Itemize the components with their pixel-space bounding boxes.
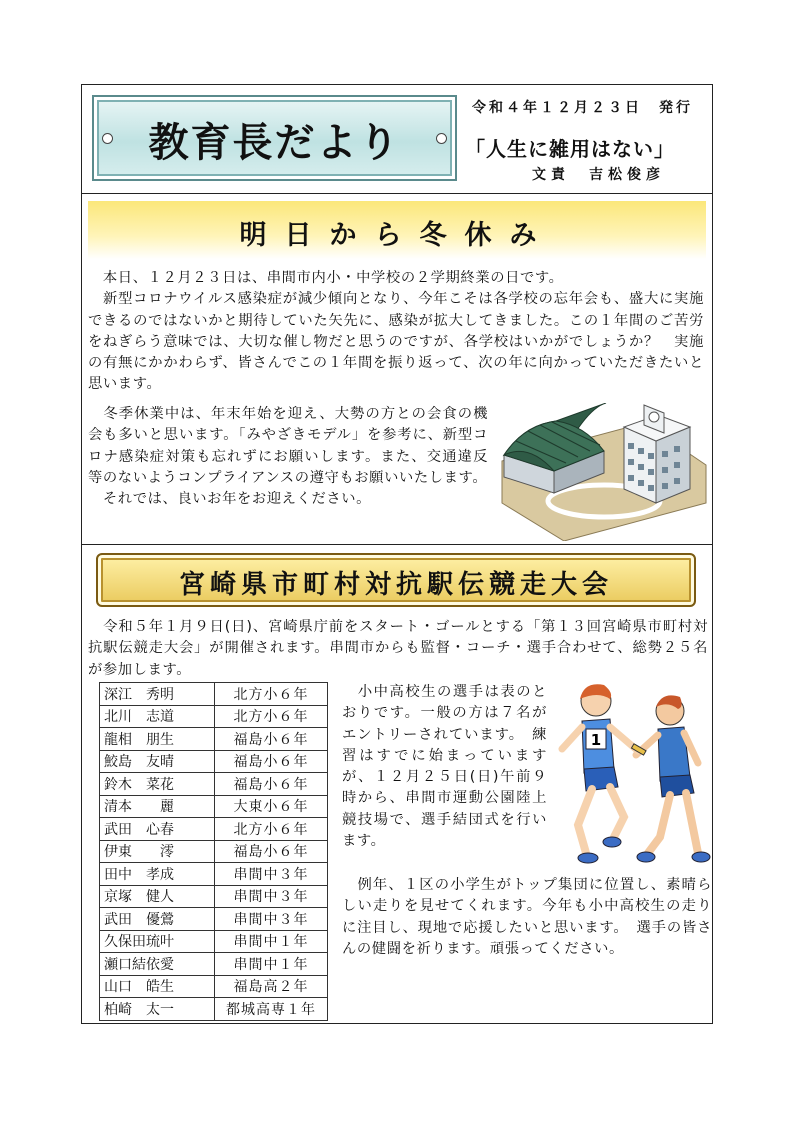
table-row <box>100 908 328 931</box>
divider <box>82 193 712 194</box>
runner-name: 鈴木 菜花 <box>100 773 215 796</box>
section2-closing: 例年、１区の小学生がトップ集団に位置し、素晴らしい走りを見せてくれます。今年も小中高校生の走りに注目し、現地で応援したいと思います。 選手の皆さんの健闘を祈ります。頑張ってください。 <box>342 877 712 957</box>
table-row <box>100 975 328 998</box>
runner-school: 北方小６年 <box>215 683 328 706</box>
section1-body-wrap <box>88 404 488 510</box>
runner-name: 武田 心春 <box>100 818 215 841</box>
runner-school: 福島小６年 <box>215 728 328 751</box>
table-row <box>100 728 328 751</box>
runner-school: 福島小６年 <box>215 773 328 796</box>
table-row <box>100 705 328 728</box>
runner-school: 串間中３年 <box>215 885 328 908</box>
bib-number: 1 <box>590 731 602 749</box>
newsletter-title: 教育長だより <box>148 120 401 166</box>
paragraph: それでは、良いお年をお迎えください。 <box>88 491 372 508</box>
table-row <box>100 953 328 976</box>
runner-roster-table <box>99 682 328 1021</box>
table-row <box>100 818 328 841</box>
divider <box>82 544 712 545</box>
runner-name: 山口 皓生 <box>100 975 215 998</box>
theme-quote: 「人生に雑用はない」 <box>465 137 675 161</box>
runner-school: 串間中１年 <box>215 953 328 976</box>
paragraph: 冬季休業中は、年末年始を迎え、大勢の方との会食の機会も多いと思います。「みやざきモデル」を参考に、新型コロナ感染症対策も忘れずにお願いします。また、交通違反等のないようコンプライアンスの遵守もお願いいたします。 <box>88 406 488 486</box>
runner-school: 串間中３年 <box>215 908 328 931</box>
table-row <box>100 885 328 908</box>
table-row <box>100 863 328 886</box>
runner-school: 串間中３年 <box>215 863 328 886</box>
paragraph: 新型コロナウイルス感染症が減少傾向となり、今年こそは各学校の忘年会も、盛大に実施できるのではないかと期待していた矢先に、感染が拡大してきました。この１年間のご苦労をねぎらう意味では、大切な催し物だと思うのですが、各学校はいかがでしょうか？ 実施の有無にかかわらず、皆さんでこの１年間を振り返って、次の年に向かっていただきたいと思います。 <box>88 291 704 393</box>
section1-body <box>88 268 704 396</box>
runner-school: 福島小６年 <box>215 840 328 863</box>
school-building-icon <box>494 403 710 541</box>
title-plate <box>92 95 457 181</box>
table-row <box>100 750 328 773</box>
runner-school: 串間中１年 <box>215 930 328 953</box>
runner-school: 福島高２年 <box>215 975 328 998</box>
section1-heading: 明日から冬休み <box>239 220 555 251</box>
runner-name: 清本 麗 <box>100 795 215 818</box>
section2-heading: 宮崎県市町村対抗駅伝競走大会 <box>178 570 613 600</box>
runner-name: 龍相 朋生 <box>100 728 215 751</box>
relay-runners-icon <box>552 677 712 877</box>
section2-intro: 令和５年１月９日(日)、宮崎県庁前をスタート・ゴールとする「第１３回宮崎県市町村対抗駅伝競走大会」が開催されます。串間市からも監督・コーチ・選手合わせて、総勢２５名が参加します。 <box>88 619 708 678</box>
section2-banner <box>96 553 696 607</box>
table-row <box>100 930 328 953</box>
runner-name: 柏崎 太一 <box>100 998 215 1021</box>
table-row <box>100 840 328 863</box>
runner-name: 武田 優鶯 <box>100 908 215 931</box>
runner-school: 北方小６年 <box>215 705 328 728</box>
runner-school: 北方小６年 <box>215 818 328 841</box>
runner-school: 福島小６年 <box>215 750 328 773</box>
author-credit: 文責 吉松俊彦 <box>532 167 665 183</box>
runner-name: 伊東 澪 <box>100 840 215 863</box>
runner-school: 都城高専１年 <box>215 998 328 1021</box>
runner-name: 久保田琉叶 <box>100 930 215 953</box>
table-row <box>100 998 328 1021</box>
runner-name: 鮫島 友晴 <box>100 750 215 773</box>
runner-name: 北川 志道 <box>100 705 215 728</box>
table-row <box>100 795 328 818</box>
runner-name: 瀬口結依愛 <box>100 953 215 976</box>
section2-side-text: 小中高校生の選手は表のとおりです。一般の方は７名がエントリーされています。 練習はすでに始まっていますが、１２月２５日(日)午前９時から、串間市運動公園陸上競技場で、選手結団式を行います。 <box>342 684 547 850</box>
table-row <box>100 773 328 796</box>
runner-school: 大東小６年 <box>215 795 328 818</box>
runner-name: 田中 孝成 <box>100 863 215 886</box>
newsletter-frame <box>81 84 713 1024</box>
paragraph: 本日、１２月２３日は、串間市内小・中学校の２学期終業の日です。 <box>88 270 564 286</box>
runner-name: 京塚 健人 <box>100 885 215 908</box>
runner-name: 深江 秀明 <box>100 683 215 706</box>
section1-banner <box>88 201 706 259</box>
issue-date: 令和４年１２月２３日 発行 <box>472 100 693 116</box>
table-row <box>100 683 328 706</box>
